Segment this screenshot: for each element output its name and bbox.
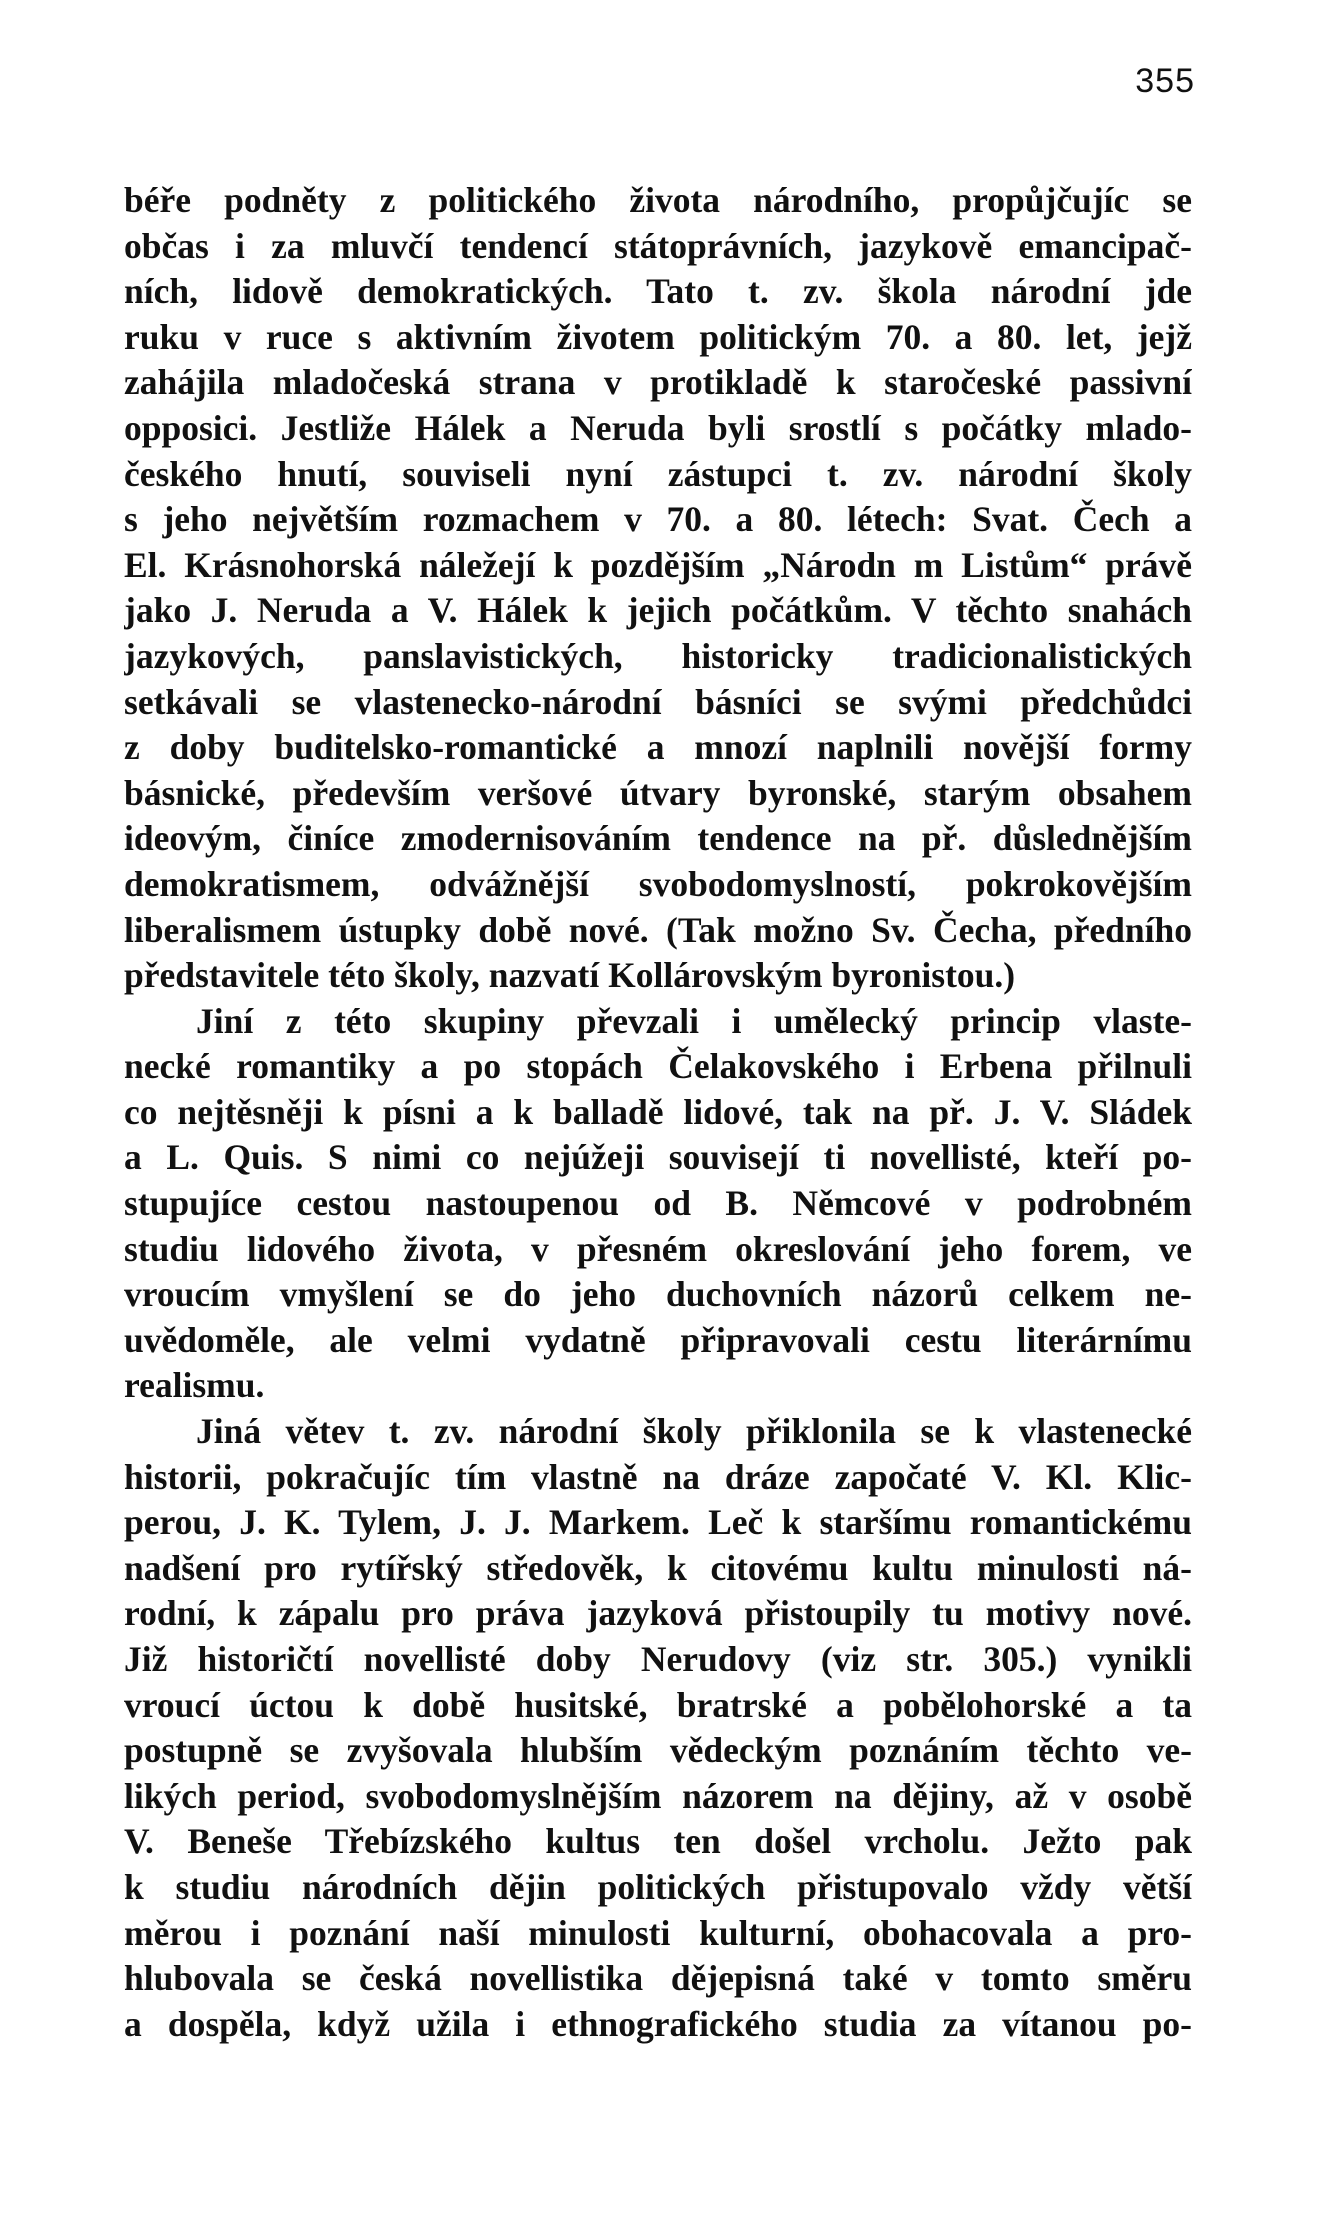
text-line: realismu. [124, 1365, 265, 1406]
text-line: rodní, k zápalu pro práva jazyková přistoupily tu motivy nové. [124, 1593, 1192, 1634]
text-line: zahájila mladočeská strana v protikladě k staročeské passivní [124, 362, 1192, 403]
text-line: likých period, svobodomyslnějším názorem na dějiny, až v osobě [124, 1775, 1192, 1816]
text-line: ideovým, činíce zmodernisováním tendence na př. důslednějším [124, 818, 1192, 859]
text-line: Jiní z této skupiny převzali i umělecký princip vlaste- [196, 1000, 1192, 1041]
text-line: béře podněty z politického života národního, propůjčujíc se [124, 180, 1192, 220]
text-line: V. Beneše Třebízského kultus ten došel vrcholu. Ježto pak [124, 1821, 1192, 1862]
text-line: vroucím vmyšlení se do jeho duchovních názorů celkem ne- [124, 1274, 1192, 1315]
text-line: liberalismem ústupky době nové. (Tak možno Sv. Čecha, předního [124, 909, 1192, 950]
text-line: uvědoměle, ale velmi vydatně připravovali cestu literárnímu [124, 1319, 1192, 1360]
text-line: a dospěla, když užila i ethnografického studia za vítanou po- [124, 2003, 1192, 2044]
text-line: občas i za mluvčí tendencí státoprávních, jazykově emancipač- [124, 225, 1192, 266]
text-line: s jeho největším rozmachem v 70. a 80. létech: Svat. Čech a [124, 499, 1192, 540]
text-line: českého hnutí, souviseli nyní zástupci t. zv. národní školy [124, 453, 1192, 494]
text-line: z doby buditelsko-romantické a mnozí naplnili novější formy [124, 727, 1192, 768]
page-number: 355 [1135, 62, 1195, 100]
text-line: co nejtěsněji k písni a k balladě lidové, tak na př. J. V. Sládek [124, 1091, 1192, 1132]
text-line: historii, pokračujíc tím vlastně na dráze započaté V. Kl. Klic- [124, 1456, 1192, 1497]
text-line: vroucí úctou k době husitské, bratrské a pobělohorské a ta [124, 1684, 1192, 1725]
text-line: ních, lidově demokratických. Tato t. zv. škola národní jde [124, 271, 1192, 312]
text-line: jako J. Neruda a V. Hálek k jejich počátkům. V těchto snahách [124, 590, 1192, 631]
body-text [124, 178, 1192, 2047]
text-line: studiu lidového života, v přesném okreslování jeho forem, ve [124, 1228, 1192, 1269]
text-line: ruku v ruce s aktivním životem politickým 70. a 80. let, jejž [124, 316, 1192, 357]
text-line: Jiná větev t. zv. národní školy přiklonila se k vlastenecké [196, 1411, 1192, 1452]
text-line: básnické, především veršové útvary byronské, starým obsahem [124, 772, 1192, 813]
text-line: měrou i poznání naší minulosti kulturní, obohacovala a pro- [124, 1912, 1192, 1953]
text-line: Již historičtí novellisté doby Nerudovy (viz str. 305.) vynikli [124, 1639, 1192, 1679]
text-line: setkávali se vlastenecko-národní básníci se svými předchůdci [124, 681, 1192, 722]
text-line: k studiu národních dějin politických přistupovalo vždy větší [124, 1866, 1192, 1907]
text-line: demokratismem, odvážnější svobodomyslností, pokrokovějším [124, 863, 1192, 904]
text-line: stupujíce cestou nastoupenou od B. Němcové v podrobném [124, 1183, 1192, 1224]
text-line: jazykových, panslavistických, historicky tradicionalistických [124, 635, 1192, 676]
text-line: představitele této školy, nazvatí Kollárovským byronistou.) [124, 955, 1016, 996]
text-line: a L. Quis. S nimi co nejúžeji souvisejí ti novellisté, kteří po- [124, 1137, 1192, 1178]
text-line: perou, J. K. Tylem, J. J. Markem. Leč k staršímu romantickému [124, 1502, 1192, 1543]
text-line: El. Krásnohorská náležejí k pozdějším „Národn m Listům“ právě [124, 544, 1192, 585]
text-line: opposici. Jestliže Hálek a Neruda byli srostlí s počátky mlado- [124, 407, 1192, 448]
text-line: hlubovala se česká novellistika dějepisná také v tomto směru [124, 1958, 1192, 1999]
text-line: necké romantiky a po stopách Čelakovského i Erbena přilnuli [124, 1046, 1192, 1087]
text-line: postupně se zvyšovala hlubším vědeckým poznáním těchto ve- [124, 1730, 1192, 1771]
text-line: nadšení pro rytířský středověk, k citovému kultu minulosti ná- [124, 1547, 1192, 1588]
